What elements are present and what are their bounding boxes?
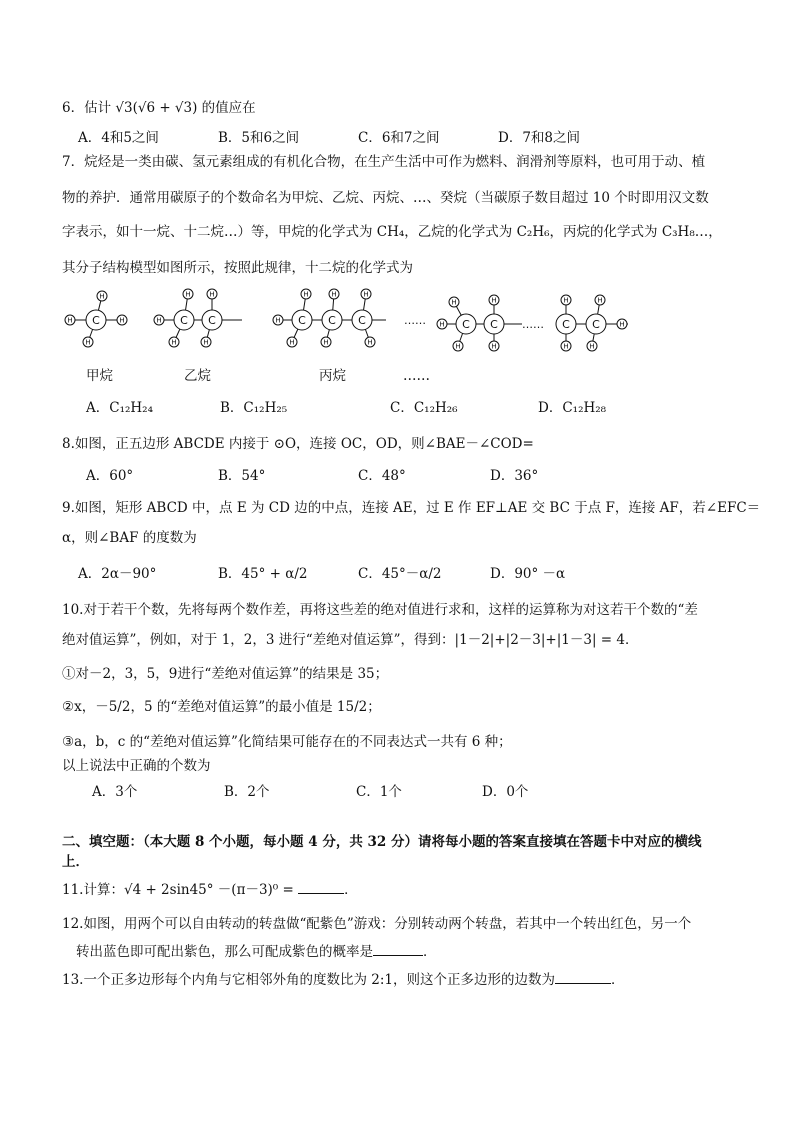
q9-option-c: C．45°－α/2: [358, 566, 442, 582]
q11-line: [62, 880, 358, 900]
q12-line-2: [76, 942, 437, 962]
svg-text:C: C: [592, 318, 600, 331]
q11-stem: 11.计算：√4 + 2sin45° －(π－3)⁰ =: [62, 882, 294, 898]
svg-text:C: C: [208, 314, 216, 327]
q7-line-3: 字表示，如十一烷、十二烷…）等，甲烷的化学式为 CH₄，乙烷的化学式为 C₂H₆，丙烷的化学式为 C₃H₈…，: [62, 224, 722, 240]
q8-stem: 8.如图，正五边形 ABCDE 内接于 ⊙O，连接 OC，OD，则∠BAE－∠COD=: [62, 436, 534, 452]
q7-option-c: C．C₁₂H₂₆: [390, 400, 458, 416]
q8-option-b: B．54°: [218, 468, 266, 484]
q8-option-a: A．60°: [86, 468, 134, 484]
q10-line-2: 绝对值运算”，例如，对于 1，2，3 进行“差绝对值运算”，得到：|1－2|+|2－3|+|1－3| = 4．: [62, 632, 639, 648]
svg-text:C: C: [462, 318, 470, 331]
q6-stem: 6．估计 √3(√6 + √3) 的值应在: [62, 100, 256, 116]
svg-text:H: H: [439, 320, 445, 329]
svg-text:C: C: [298, 314, 306, 327]
molecule-label-ethane: 乙烷: [184, 368, 211, 384]
section-2-heading: 二、填空题：（本大题 8 个小题，每小题 4 分，共 32 分）请将每小题的答案直接填在答题卡中对应的横线: [62, 834, 702, 850]
svg-text:C: C: [180, 314, 188, 327]
q8-option-d: D．36°: [490, 468, 539, 484]
q10-option-d: D．0个: [482, 784, 529, 800]
svg-text:C: C: [562, 318, 570, 331]
molecule-diagram: [56, 284, 646, 356]
q13-stem: 13.一个正多边形每个内角与它相邻外角的度数比为 2:1，则这个正多边形的边数为: [62, 972, 555, 988]
svg-text:H: H: [455, 342, 461, 351]
q7-line-2: 物的养护．通常用碳原子的个数命名为甲烷、乙烷、丙烷、…、癸烷（当碳原子数目超过 10 个时即用汉文数: [62, 190, 709, 206]
q10-statement-3: ③a，b，c 的“差绝对值运算”化简结果可能存在的不同表达式一共有 6 种；: [62, 734, 512, 750]
q12-line-1: 12.如图，用两个可以自由转动的转盘做“配紫色”游戏：分别转动两个转盘，若其中一个转出红色，另一个: [62, 916, 692, 932]
q6-option-a: A．4和5之间: [78, 130, 159, 146]
q6-option-c: C．6和7之间: [358, 130, 440, 146]
q10-question: 以上说法中正确的个数为: [62, 758, 211, 774]
svg-text:H: H: [563, 342, 569, 351]
q13-line: [62, 970, 625, 990]
q9-option-a: A．2α－90°: [78, 566, 157, 582]
molecule-label-propane: 丙烷: [319, 368, 346, 384]
svg-text:H: H: [563, 296, 569, 305]
svg-text:H: H: [209, 290, 215, 299]
svg-text:H: H: [275, 316, 281, 325]
svg-text:H: H: [451, 298, 457, 307]
svg-text:H: H: [491, 342, 497, 351]
svg-text:H: H: [589, 342, 595, 351]
q6-option-b: B．5和6之间: [218, 130, 300, 146]
q7-line-4: 其分子结构模型如图所示，按照此规律，十二烷的化学式为: [62, 260, 413, 276]
q11-answer-blank[interactable]: [298, 881, 344, 894]
q13-answer-blank[interactable]: [555, 971, 611, 984]
q9-line-1: 9.如图，矩形 ABCD 中，点 E 为 CD 边的中点，连接 AE，过 E 作 EF⊥AE 交 BC 于点 F，连接 AF，若∠EFC＝: [62, 500, 761, 516]
svg-text:H: H: [203, 338, 209, 347]
svg-text:H: H: [171, 338, 177, 347]
svg-text:H: H: [67, 316, 73, 325]
svg-text:H: H: [491, 296, 497, 305]
svg-text:H: H: [331, 290, 337, 299]
q10-statement-1: ①对－2，3，5，9进行“差绝对值运算”的结果是 35；: [62, 666, 389, 682]
q12-stem-end: 转出蓝色即可配出紫色，那么可配成紫色的概率是: [76, 944, 373, 960]
q9-option-b: B．45° + α/2: [218, 566, 308, 582]
q7-line-1: 7．烷烃是一类由碳、氢元素组成的有机化合物，在生产生活中可作为燃料、润滑剂等原料，也可用于动、植: [62, 154, 706, 170]
q6-option-d: D．7和8之间: [498, 130, 581, 146]
q10-option-b: B．2个: [224, 784, 270, 800]
q12-answer-blank[interactable]: [373, 943, 423, 956]
svg-text:C: C: [92, 314, 100, 327]
q9-option-d: D．90° －α: [490, 566, 566, 582]
q10-statement-2: ②x，－5/2，5 的“差绝对值运算”的最小值是 15/2；: [62, 699, 381, 715]
q12-tail: ．: [423, 944, 437, 960]
q13-tail: ．: [611, 972, 625, 988]
q10-option-a: A．3个: [92, 784, 138, 800]
q7-option-d: D．C₁₂H₂₈: [538, 400, 607, 416]
svg-text:H: H: [367, 338, 373, 347]
svg-text:H: H: [185, 290, 191, 299]
q10-option-c: C．1个: [356, 784, 402, 800]
svg-text:……: ……: [522, 318, 544, 331]
svg-text:H: H: [156, 316, 162, 325]
svg-text:H: H: [303, 290, 309, 299]
svg-text:H: H: [119, 316, 125, 325]
q7-option-b: B．C₁₂H₂₅: [220, 400, 288, 416]
svg-text:H: H: [99, 292, 105, 301]
svg-text:C: C: [490, 318, 498, 331]
svg-text:H: H: [619, 320, 625, 329]
q10-line-1: 10.对于若干个数，先将每两个数作差，再将这些差的绝对值进行求和，这样的运算称为对这若干个数的“差: [62, 602, 698, 618]
q9-line-2: α，则∠BAF 的度数为: [62, 530, 197, 546]
svg-text:H: H: [363, 290, 369, 299]
q11-tail: ．: [344, 882, 358, 898]
svg-text:……: ……: [404, 314, 426, 327]
q7-option-a: A．C₁₂H₂₄: [86, 400, 153, 416]
svg-text:C: C: [358, 314, 366, 327]
svg-text:H: H: [289, 338, 295, 347]
molecule-label-methane: 甲烷: [86, 368, 113, 384]
q8-option-c: C．48°: [358, 468, 406, 484]
section-2-heading-cont: 上．: [62, 854, 89, 870]
svg-text:H: H: [323, 338, 329, 347]
svg-text:H: H: [597, 296, 603, 305]
svg-text:C: C: [328, 314, 336, 327]
molecule-label-ellipsis: ……: [403, 368, 430, 384]
svg-text:H: H: [85, 338, 91, 347]
